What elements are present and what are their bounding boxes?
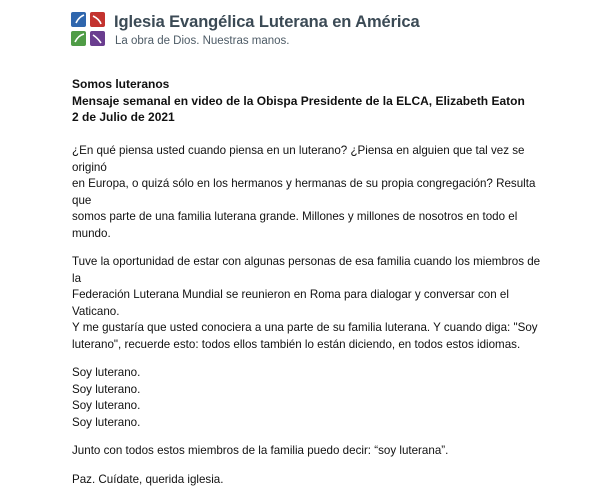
organization-name: Iglesia Evangélica Luterana en América [114, 13, 420, 31]
document-title: Somos luteranos [72, 77, 170, 91]
closing-line: Paz. Cuídate, querida iglesia. [72, 472, 224, 486]
repeated-line: Soy luterano. [72, 415, 141, 429]
repeated-line: Soy luterano. [72, 382, 141, 396]
repeated-line: Soy luterano. [72, 366, 141, 379]
paragraph-1: ¿En qué piensa usted cuando piensa en un luterano? ¿Piensa en alguien que tal vez se originó en Europa, o quizá sólo en los hermanos y hermanas de su propia congregación? Resulta que somos parte de una familia luterana grande. Millones y millones de nosotros en todo el mundo. [72, 144, 536, 240]
organization-tagline: La obra de Dios. Nuestras manos. [115, 35, 290, 47]
document-date: 2 de Julio de 2021 [72, 110, 175, 125]
paragraph-3: Junto con todos estos miembros de la familia puedo decir: “soy luterana”. [72, 444, 449, 457]
document-body [72, 143, 542, 500]
repeated-lines [72, 365, 542, 431]
document-heading [72, 76, 525, 126]
paragraph-2: Tuve la oportunidad de estar con algunas personas de esa familia cuando los miembros de la Federación Luterana Mundial se reunieron en Roma para dialogar y conversar con el Vaticano. Y me gustaría que usted conociera a una parte de su familia luterana. Y cuando diga: "Soy luterano", recuerde esto: todos ellos también lo están diciendo, en todos estos idiomas. [72, 255, 541, 351]
repeated-line: Soy luterano. [72, 399, 141, 412]
document-subtitle: Mensaje semanal en video de la Obispa Presidente de la ELCA, Elizabeth Eaton [72, 93, 525, 108]
elca-cross-logo-icon [70, 11, 106, 47]
